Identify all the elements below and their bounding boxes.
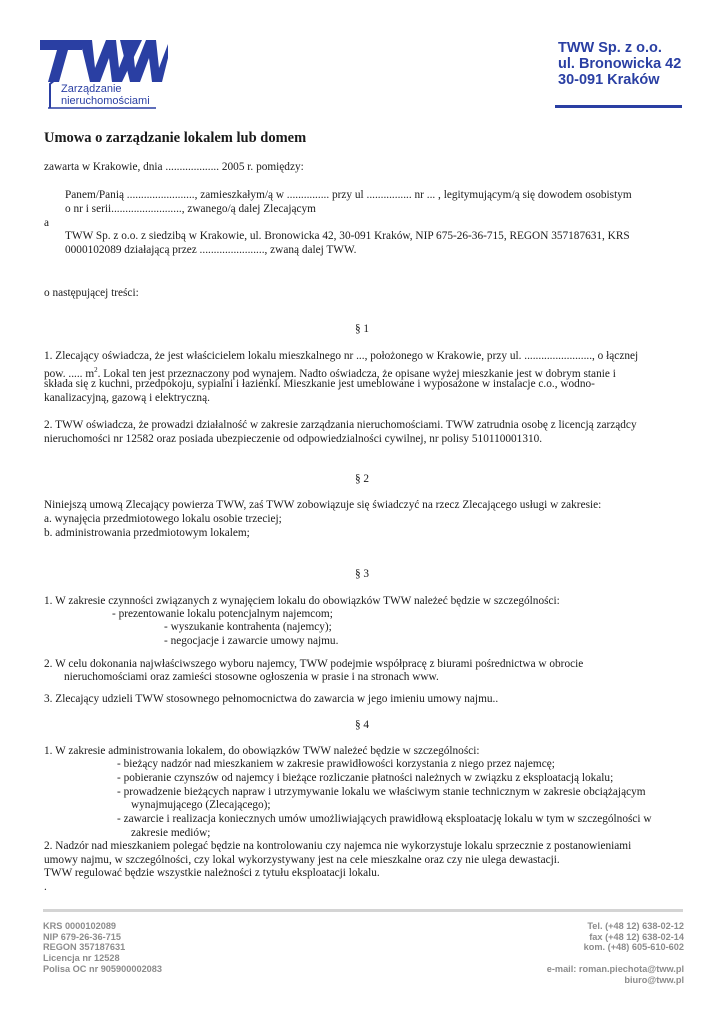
party2-line1: TWW Sp. z o.o. z siedzibą w Krakowie, ul. Bronowicka 42, 30-091 Kraków, NIP 675-26-36-715, REGON 357187631, KRS <box>65 230 630 242</box>
following-content-line: o następującej treści: <box>44 287 139 299</box>
s4-bullet2: - pobieranie czynszów od najemcy i bieżące rozliczanie płatności należnych w związku z eksploatacją lokalu; <box>117 772 614 784</box>
document-title: Umowa o zarządzanie lokalem lub domem <box>44 130 307 146</box>
s4-p2-line2: umowy najmu, w szczególności, czy lokal wykorzystywany jest na cele mieszkalne oraz czy nie ulega dewastacji. <box>44 854 560 866</box>
footer-registration <box>43 921 162 975</box>
company-address <box>558 40 681 88</box>
s1-p2-line1: 2. TWW oświadcza, że prowadzi działalność w zakresie zarządzania nieruchomościami. TWW zatrudnia osobę z licencją zarządcy <box>44 419 637 431</box>
footer-spacer <box>547 953 684 964</box>
s1-p1-line3: składa się z kuchni, przedpokoju, sypialni i łazienki. Mieszkanie jest umeblowane i wyposażone w instalacje c.o., wodno- <box>44 378 595 390</box>
s3-bullet3: - negocjacje i zawarcie umowy najmu. <box>164 635 339 647</box>
logo-subtitle-1: Zarządzanie <box>61 83 122 95</box>
s2-line1: Niniejszą umową Zlecający powierza TWW, zaś TWW zobowiązuje się świadczyć na rzecz Zlecającego usługi w zakresie: <box>44 499 602 511</box>
s1-p1-line4: kanalizacyjną, gazową i elektryczną. <box>44 392 210 404</box>
footer-fax: fax (+48 12) 638-02-14 <box>589 931 684 942</box>
section-2-heading: § 2 <box>354 473 370 485</box>
s4-bullet3-line2: wynajmującego (Zlecającego); <box>131 799 271 811</box>
s3-p3: 3. Zlecający udzieli TWW stosownego pełnomocnictwa do zawarcia w jego imieniu umowy najmu.. <box>44 693 499 705</box>
s4-bullet4-line1: - zawarcie i realizacja koniecznych umów umożliwiających prawidłową eksploatację lokalu w tym w szczególności w <box>117 813 652 825</box>
s1-p1-line2: pow. ..... $m^2$. Lokal ten jest przeznaczony pod wynajem. Nadto oświadcza, że opisane wyżej mieszkanie jest w dobrym stanie i <box>44 366 616 380</box>
party1-line2: o nr i serii........................., zwanego/ą dalej Zlecającym <box>65 203 316 215</box>
intro-line: zawarta w Krakowie, dnia ................... 2005 r. pomiędzy: <box>44 161 304 173</box>
s4-p2-line3: TWW regulować będzie wszystkie należności z tytułu eksploatacji lokalu. <box>44 867 380 879</box>
s1-p2-line2: nieruchomości nr 12582 oraz posiada ubezpieczenie od odpowiedzialności cywilnej, nr polisy 510110001310. <box>44 433 543 445</box>
s4-bullet1: - bieżący nadzór nad mieszkaniem w zakresie prawidłowości korzystania z niego przez najemcę; <box>117 758 555 770</box>
s3-bullet1: - prezentowanie lokalu potencjalnym najemcom; <box>112 608 333 620</box>
s4-p2-line1: 2. Nadzór nad mieszkaniem polegać będzie na kontrolowaniu czy najemca nie wykorzystuje lokalu sprzecznie z postanowieniami <box>44 840 632 852</box>
section-3-heading: § 3 <box>354 568 370 580</box>
conjunction-a: a <box>44 217 50 229</box>
s3-bullet2: - wyszukanie kontrahenta (najemcy); <box>164 621 332 633</box>
party2-line2: 0000102089 działającą przez ......................., zwaną dalej TWW. <box>65 244 357 256</box>
header-divider <box>555 105 682 108</box>
footer-policy: Polisa OC nr 905900002083 <box>43 963 163 974</box>
logo-subtitle-2: nieruchomościami <box>61 95 150 107</box>
footer-contact <box>547 921 684 985</box>
footer-tel: Tel. (+48 12) 638-02-12 <box>587 921 684 931</box>
company-logo <box>40 38 168 113</box>
s2-line3: b. administrowania przedmiotowym lokalem; <box>44 527 250 539</box>
company-name: TWW Sp. z o.o. <box>558 40 662 56</box>
party1-line1: Panem/Panią ........................, zamieszkałym/ą w ............... przy ul ................ nr ... , legitymującym/ą się dowodem osobistym <box>65 189 632 201</box>
footer-nip: NIP 679-26-36-715 <box>43 931 121 942</box>
footer-regon: REGON 357187631 <box>43 942 126 953</box>
s4-p1: 1. W zakresie administrowania lokalem, do obowiązków TWW należeć będzie w szczególności: <box>44 745 480 757</box>
s2-line2: a. wynajęcia przedmiotowego lokalu osobie trzeciej; <box>44 513 282 525</box>
company-city: 30-091 Kraków <box>558 72 660 88</box>
s3-p2-line1: 2. W celu dokonania najwłaściwszego wyboru najemcy, TWW podejmie współpracę z biurami pośrednictwa w obrocie <box>44 658 584 670</box>
s4-bullet3-line1: - prowadzenie bieżących napraw i utrzymywanie lokalu we właściwym stanie technicznym w zakresie obciążającym <box>117 786 646 798</box>
s4-bullet4-line2: zakresie mediów; <box>131 827 211 839</box>
footer-krs: KRS 0000102089 <box>43 921 117 931</box>
footer-email-2[interactable]: biuro@tww.pl <box>624 974 684 985</box>
s1-p1-line1: 1. Zlecający oświadcza, że jest właścicielem lokalu mieszkalnego nr ..., położonego w Krakowie, przy ul. ........................, o łącznej <box>44 350 639 362</box>
footer-mobile: kom. (+48) 605-610-602 <box>583 942 684 953</box>
footer-email[interactable]: e-mail: roman.piechota@tww.pl <box>546 963 684 974</box>
section-1-heading: § 1 <box>354 323 370 335</box>
s3-p2-line2: nieruchomościami oraz zamieści stosowne ogłoszenia w prasie i na stronach www. <box>64 671 439 683</box>
footer-divider <box>43 909 683 912</box>
company-street: ul. Bronowicka 42 <box>558 56 682 72</box>
section-4-heading: § 4 <box>354 719 370 731</box>
s3-p1: 1. W zakresie czynności związanych z wynajęciem lokalu do obowiązków TWW należeć będzie w szczególności: <box>44 595 560 607</box>
footer-license: Licencja nr 12528 <box>43 953 120 964</box>
trailing-dot: . <box>44 881 47 893</box>
